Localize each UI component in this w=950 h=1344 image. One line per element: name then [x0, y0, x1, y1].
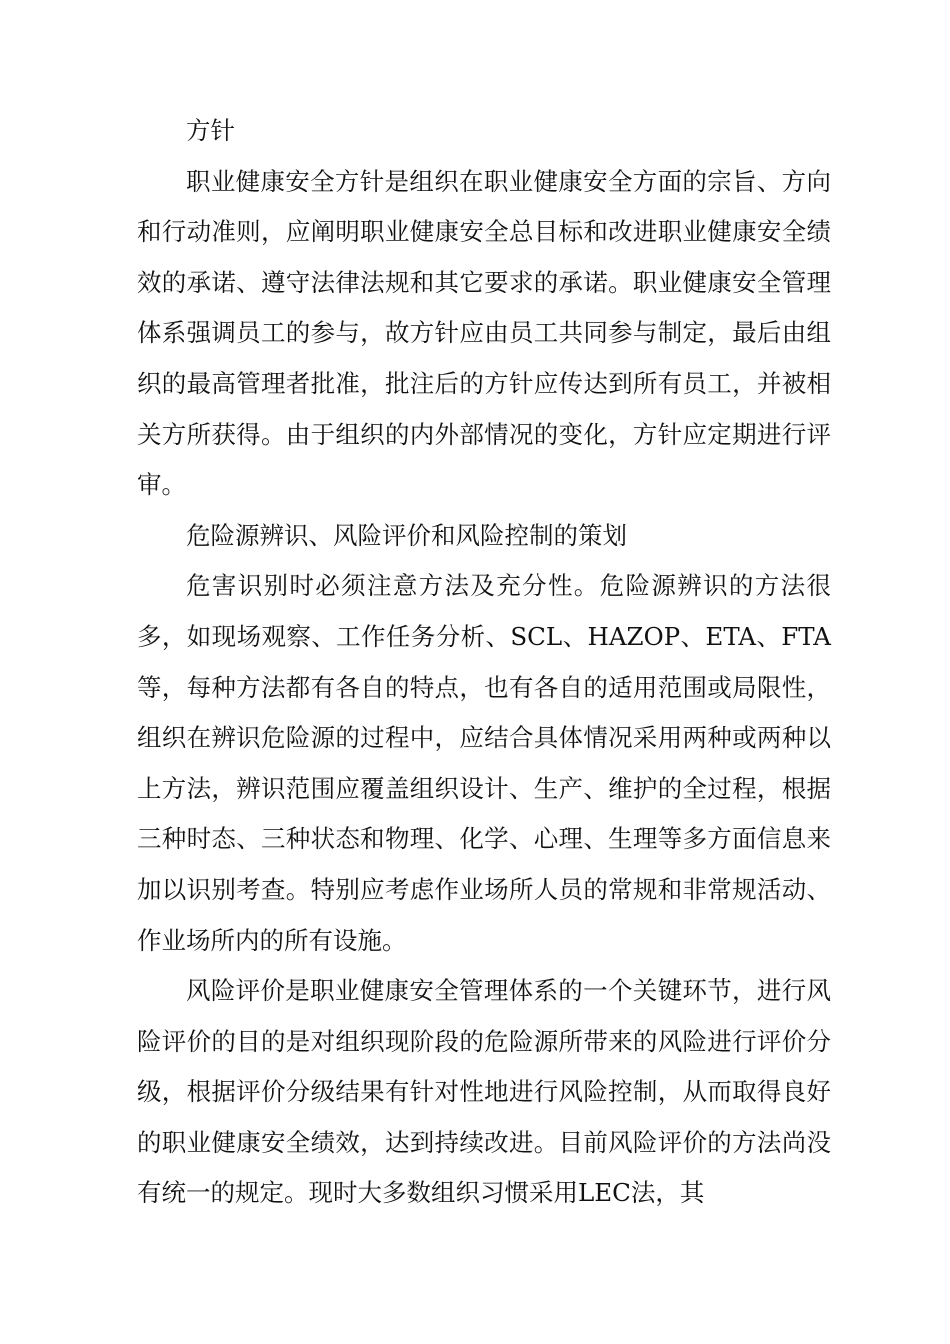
paragraph-risk-evaluation: 风险评价是职业健康安全管理体系的一个关键环节，进行风险评价的目的是对组织现阶段的危险源所带来的风险进行评价分级，根据评价分级结果有针对性地进行风险控制，从而取得良好的职业健康安全绩效，达到持续改进。目前风险评价的方法尚没有统一的规定。现时大多数组织习惯采用LEC法，其 [137, 976, 831, 1208]
section-heading-hazard-identification: 危险源辨识、风险评价和风险控制的策划 [186, 520, 627, 550]
paragraph-policy: 职业健康安全方针是组织在职业健康安全方面的宗旨、方向和行动准则，应阐明职业健康安全总目标和改进职业健康安全绩效的承诺、遵守法律法规和其它要求的承诺。职业健康安全管理体系强调员工的参与，故方针应由员工共同参与制定，最后由组织的最高管理者批准，批注后的方针应传达到所有员工，并被相关方所获得。由于组织的内外部情况的变化，方针应定期进行评审。 [137, 166, 831, 500]
paragraph-hazard-identification-methods: 危害识别时必须注意方法及充分性。危险源辨识的方法很多，如现场观察、工作任务分析、SCL、HAZOP、ETA、FTA等，每种方法都有各自的特点，也有各自的适用范围或局限性，组织在辨识危险源的过程中，应结合具体情况采用两种或两种以上方法，辨识范围应覆盖组织设计、生产、维护的全过程，根据三种时态、三种状态和物理、化学、心理、生理等多方面信息来加以识别考查。特别应考虑作业场所人员的常规和非常规活动、作业场所内的所有设施。 [137, 571, 831, 955]
section-heading-policy: 方针 [186, 116, 235, 145]
document-body [137, 106, 831, 1219]
